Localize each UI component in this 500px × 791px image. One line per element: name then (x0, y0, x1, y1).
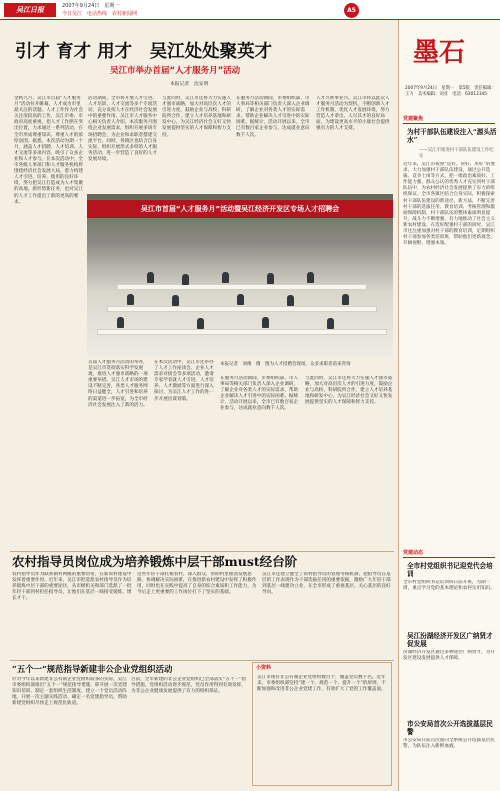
article-column-7: 在本次活动中，吴江市还举办了人才工作座谈会、企业人才需求对接会等多项活动，邀请专家学者就人才引进、人才培养、人才激励等方面进行深入探讨，为吴江人才工作的进一步开展出谋划策。 (154, 360, 214, 402)
main-headline: 引才 育才 用才 吴江处处聚英才 (15, 42, 273, 62)
news-box-body: 吴江市现有非公有制企业党组织数百个，覆盖党员数千名。近年来，市委组织部坚持“建一个、规范一个、提升一个”的原则，不断加强和改进非公企业党建工作，有效扩大了党的工作覆盖面。 (257, 675, 386, 693)
rail-headline-4: 市公安局首次公开选拔基层民警 (407, 720, 493, 736)
rail-body-2: 全市村党组织书记培训班日前开班，为期一周，重点学习党的基本理论和农村实用知识。 (403, 580, 495, 592)
article3-column-1: 针对今年以来新建非公有制企业党组织较多的实际，吴江市委组织部推出“五个一”规范指导措施，即开展一次党建知识培训、制定一套组织生活制度、建立一个党员活动阵地、开展一次主题实践活动、确定一名党建指导员，帮助新建党组织尽快走上规范化轨道。 (12, 677, 127, 707)
article3-column-2: 目前，全市新建的非公企业党组织已全部落实“五个一”指导措施，党组织活动逐步规范，党员作用得到有效发挥，为非公企业健康发展提供了有力的组织保证。 (131, 677, 246, 695)
article-column-3: 与此同时，吴江市还将大力实施人才强市战略，加大对高层次人才的引进力度，鼓励企业与高校、科研院所合作，建立人才培养基地和研发中心，为吴江经济社会又好又快发展提供坚实的人才保障和智力支持。 (162, 96, 231, 138)
rail-section-tag-2: 党建动态 (403, 550, 495, 558)
article-column-6: 首届人才服务月活动的举办，是吴江市贯彻落实科学发展观、推进人才强市战略的一项重要举措。吴江人才市场的建设不断完善，各类人才服务网络日益健全，人才引进和培养的渠道进一步拓宽，为全市经济社会发展注入了新的活力。 (88, 360, 148, 408)
main-subheadline: 吴江市举办首届“人才服务月”活动 (110, 66, 241, 76)
article-column-8: 在服务月活动期间，市委组织部、市人事局等相关部门负责人深入企业调研，了解企业对各类人才的实际需求，帮助企业解决人才引进中的实际困难。据统计，活动开展以来，全市已有数百家企业参与，达成就业意向数千人次。 (220, 376, 299, 412)
right-rail (398, 20, 500, 791)
article-column-9: 与此同时，吴江市还将大力实施人才强市战略，加大对高层次人才的引进力度，鼓励企业与高校、科研院所合作，建立人才培养基地和研发中心，为吴江经济社会又好又快发展提供坚实的人才保障和智力支持。 (305, 376, 393, 406)
rail-section-tag-1: 党建聚焦 (403, 116, 495, 124)
date-line: 2007年9月24日 星期一 (62, 3, 120, 9)
conference-photo (87, 194, 393, 357)
rail-title: 墨石 (413, 38, 466, 68)
article2-column-1: 农村指导员作为联系镇村两级的重要纽带，在新农村建设中发挥着重要作用。近年来，吴江市把选派农村指导员作为培养锻炼中层干部的重要途径，从市级机关和部门选派了一批年轻干部到村担任指导员，让他们在基层一线接受锻炼、增长才干。 (12, 572, 132, 602)
news-box-tag: 小资料 (256, 665, 272, 671)
photo-banner: 吴江市首届“人才服务月”活动暨吴江经济开发区专场人才招聘会 (87, 200, 393, 218)
article3-headline: “五个一”规范指导新建非公企业党组织活动 (12, 664, 173, 674)
rail-headline-2: 全市村党组织书记迎党代会培训 (407, 562, 493, 578)
article2-headline: 农村指导员岗位成为培养锻炼中层干部must经台阶 (12, 554, 298, 569)
rail-body-3: 汾湖经济开发区通过多种途径广纳贤才，为开发区建设发展提供人才保障。 (403, 650, 495, 662)
news-box (252, 662, 392, 786)
byline: 本报记者 沈安明 (170, 82, 209, 87)
masthead-logo: 吴江日报 (4, 3, 56, 17)
rail-headline-3: 吴江汾湖经济开发区广纳贤才促发展 (407, 632, 493, 648)
channel-line: 今日吴江 电话热线 农村新闻网 (62, 11, 138, 17)
photo-caption: 本报记者 刘俊 摄 图为人才招聘会现场，众多求职者前来咨询 (220, 362, 351, 367)
article2-column-2: 这些年轻干部扎根农村，深入群众，帮助村里理清发展思路，协调解决实际困难，在推进新农村建设中发挥了积极作用，同时也在实践中提高了自身的综合素质和工作能力，为今后走上更重要的工作岗位打下了坚实的基础。 (137, 572, 257, 596)
article2-column-3: 吴江市还建立健全了农村指导员的管理考核机制，把指导员在基层的工作表现作为干部选拔任用的重要依据，激励广大年轻干部到基层一线建功立业，在全市形成了重视基层、关心基层的良好导向。 (262, 572, 391, 596)
article-column-1: 金秋九月，吴江市首届“人才服务月”活动拉开帷幕，人才成为市里最关注的话题。人才工作作为社会关注度较高的工作，吴江市委、市政府高度重视，把人才工作摆在突出位置，力求通过一系列活动，在全市形成尊重知识、尊重人才的浓厚氛围。据悉，本次活动为期一个月，涵盖人才招聘、人才培训、人才交流等多项内容，吸引了众多企业和人才参与。在本次活动中，全市各级人事部门和人才服务机构将围绕经济社会发展大局，着力构建人才引进、培养、使用的良好环境，努力把吴江打造成为人才集聚的高地。新形势新任务，也对吴江的人才工作提出了新的更高的要求。 (14, 96, 83, 205)
rail-headline-1: 为村干部队伍建设注入“源头活水” (407, 128, 497, 144)
rail-subheadline-1: ——吴江市推进村干部队伍建设工作纪实 (419, 148, 494, 159)
article-column-5: 人才兴则事业兴。吴江市将以此次人才服务月活动为契机，不断创新人才工作机制，优化人才发展环境，努力营造人才辈出、人尽其才的良好局面，为建设更高水平的小康社会提供强有力的人才支撑。 (316, 96, 390, 132)
top-strip (0, 0, 500, 20)
rail-body-1: 近年来，吴江市按照“选好、管好、用好”的要求，大力加强村干部队伍建设，通过公开选拔、竞争上岗等方式，把一批政治素质好、工作能力强、群众公认的优秀人才充实到村干部队伍中，为农村经济社会发展提供了有力的组织保证。全市各镇区结合自身实际，积极探索村干部队伍建设的新途径、新方法，不断完善村干部的选拔任用、教育培训、考核管理和激励保障机制，村干部队伍的整体素质明显提升，战斗力不断增强，有力地推动了社会主义新农村建设。在选好配强村干部的同时，吴江市还注重加强对村干部的教育培训，定期组织村干部参加各类培训班，帮助他们更新观念、开阔视野、增强本领。 (403, 162, 496, 247)
page-badge: A5 (344, 3, 359, 18)
rail-body-4: 市公安局日前首次面向全系统公开选拔基层民警，为队伍注入新鲜血液。 (403, 738, 495, 750)
article-column-2: 活动期间，全市将开展人才引进、人才培训、人才交流等多个专项活动，充分发挥人才在经济社会发展中的重要作用。吴江市人才服务中心相关负责人介绍，本次服务月围绕企业发展需求，组织开展多场专场招聘会，为企业和求职者搭建交流平台。同时，各镇区也结合自身实际，组织开展形式多样的人才服务活动，进一步营造了良好的人才发展环境。 (88, 96, 157, 162)
rail-info: 2007年9月24日 星期一 第5版 责任编辑：王力 美术编辑：刘亚 电话：63012345 (405, 86, 496, 97)
article-column-4: 在服务月活动期间，市委组织部、市人事局等相关部门负责人深入企业调研，了解企业对各类人才的实际需求，帮助企业解决人才引进中的实际困难。据统计，活动开展以来，全市已有数百家企业参与，达成就业意向数千人次。 (236, 96, 310, 138)
